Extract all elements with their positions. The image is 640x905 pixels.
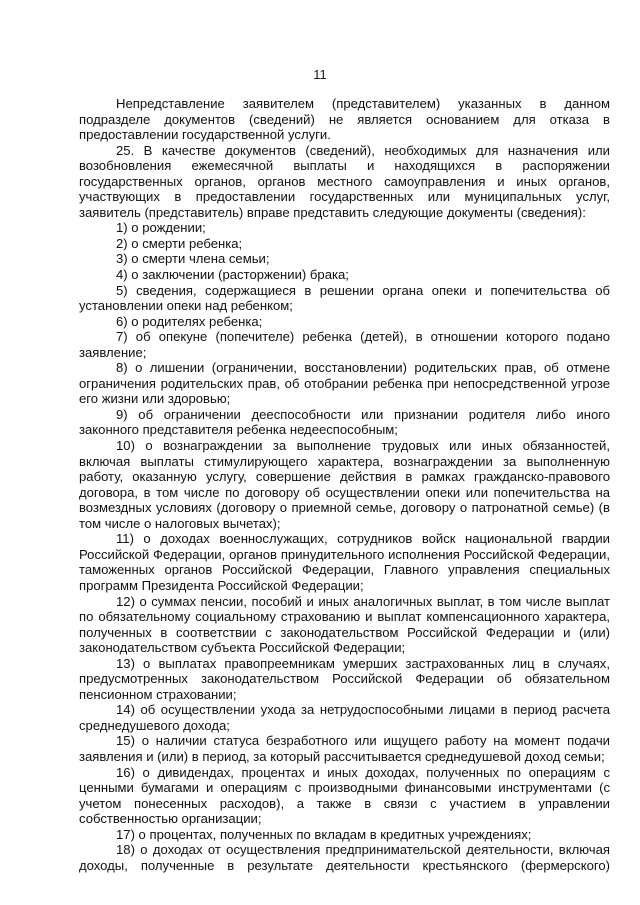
- list-item-dividends: 16) о дивидендах, процентах и иных доходах, полученных по операциям с ценными бумагами и операциям с производными финансовыми инструментами (с учетом понесенных расходов), а также в связи с участием в управлении собственностью организации;: [79, 764, 610, 827]
- list-item-military-income: 11) о доходах военнослужащих, сотрудников войск национальной гвардии Российской Федерации, органов принудительного исполнения Российской Федерации, таможенных органов Российской Федерации, Главного управления специальных программ Президента Российской Федерации;: [79, 531, 610, 593]
- list-item-unemployment: 15) о наличии статуса безработного или ищущего работу на момент подачи заявления и (или) в период, за который рассчитывается среднедушевой доход семьи;: [79, 733, 610, 764]
- list-item-entrepreneurship: 18) о доходах от осуществления предпринимательской деятельности, включая доходы, полученные в результате деятельности крестьянского (фермерского): [79, 842, 610, 873]
- list-item-birth: 1) о рождении;: [116, 220, 206, 236]
- list-item-successor-payments: 13) о выплатах правопреемникам умерших застрахованных лиц в случаях, предусмотренных законодательством Российской Федерации об обязательном пенсионном страховании;: [79, 655, 610, 702]
- list-item-care: 14) об осуществлении ухода за нетрудоспособными лицами в период расчета среднедушевого дохода;: [79, 702, 610, 733]
- list-item-guardian: 7) об опекуне (попечителе) ребенка (детей), в отношении которого подано заявление;: [79, 329, 610, 360]
- list-item-deposit-interest: 17) о процентах, полученных по вкладам в кредитных учреждениях;: [116, 826, 532, 842]
- paragraph-non-submission: Непредставление заявителем (представителем) указанных в данном подразделе документов (сведений) не является основанием для отказа в предоставлении государственной услуги.: [79, 96, 610, 143]
- list-item-parental-rights: 8) о лишении (ограничении, восстановлении) родительских прав, об отмене ограничения родительских прав, об отобрании ребенка при непосредственной угрозе его жизни или здоровью;: [79, 360, 610, 407]
- list-item-family-member-death: 3) о смерти члена семьи;: [116, 251, 270, 267]
- list-item-marriage: 4) о заключении (расторжении) брака;: [116, 267, 349, 283]
- page-number: 11: [313, 67, 327, 82]
- document-body: [79, 96, 610, 873]
- list-item-guardianship-decision: 5) сведения, содержащиеся в решении органа опеки и попечительства об установлении опеки над ребенком;: [79, 282, 610, 314]
- paragraph-clause-25: 25. В качестве документов (сведений), необходимых для назначения или возобновления ежемесячной выплаты и находящихся в распоряжении государственных органов, органов местного самоуправления и иных органов, участвующих в предоставлении государственных или муниципальных услуг, заявитель (представитель) вправе представить следующие документы (сведения):: [79, 142, 610, 220]
- list-item-child-death: 2) о смерти ребенка;: [116, 235, 243, 251]
- list-item-parents: 6) о родителях ребенка;: [116, 313, 263, 329]
- list-item-pensions: 12) о суммах пенсии, пособий и иных аналогичных выплат, в том числе выплат по обязательному социальному страхованию и выплат компенсационного характера, полученных в соответствии с законодательством Российской Федерации и (или) законодательством субъекта Российской Федерации;: [79, 593, 610, 656]
- list-item-remuneration: 10) о вознаграждении за выполнение трудовых или иных обязанностей, включая выплаты стимулирующего характера, вознаграждении за выполненную работу, оказанную услугу, совершение действия в рамках гражданско-правового договора, в том числе по договору об осуществлении опеки или попечительства на возмездных условиях (договору о приемной семье, договору о патронатной семье) (в том числе о налоговых вычетах);: [79, 438, 610, 531]
- list-item-legal-capacity: 9) об ограничении дееспособности или признании родителя либо иного законного представителя ребенка недееспособным;: [79, 406, 610, 438]
